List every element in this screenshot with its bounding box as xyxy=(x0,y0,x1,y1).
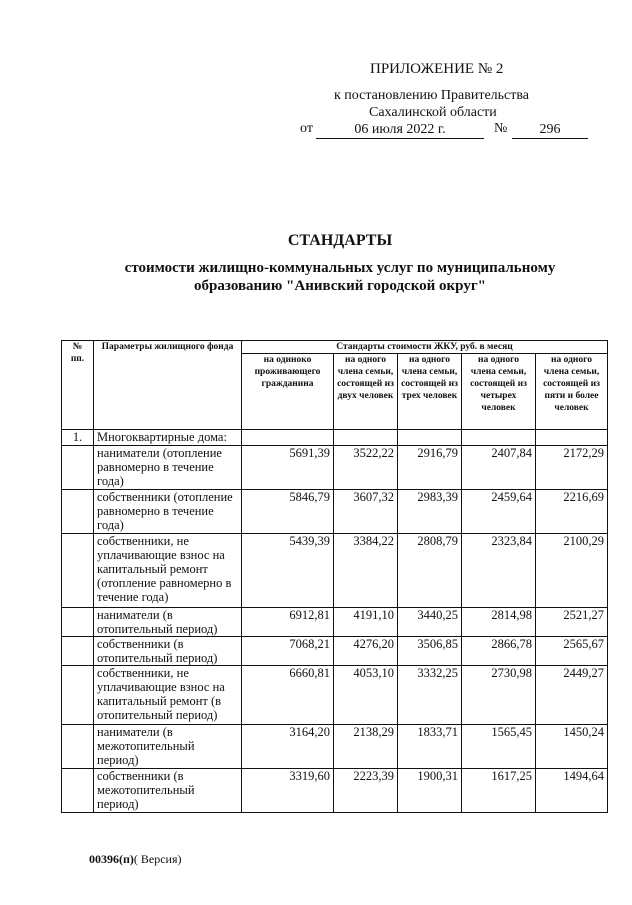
cell-value: 3522,22 xyxy=(334,446,398,490)
document-title: СТАНДАРТЫ xyxy=(287,232,393,249)
table-section-row xyxy=(62,430,608,446)
cell-value: 2323,84 xyxy=(462,534,536,608)
col-number-header: № пп. xyxy=(62,341,94,430)
subcol-header: на одиноко проживающего гражданина xyxy=(242,354,334,430)
cell-value: 2138,29 xyxy=(334,725,398,769)
table-row xyxy=(62,534,608,608)
decree-date-row xyxy=(300,121,600,141)
row-label: наниматели (отопление равномерно в течение года) xyxy=(94,446,242,490)
subcol-header: на одного члена семьи, состоящей из четырех человек xyxy=(462,354,536,430)
row-label: собственники (в отопительный период) xyxy=(94,637,242,666)
cell-value: 2730,98 xyxy=(462,666,536,725)
cell-value: 2100,29 xyxy=(536,534,608,608)
cell-value: 2223,39 xyxy=(334,769,398,813)
cell-value: 2407,84 xyxy=(462,446,536,490)
cell-value: 1617,25 xyxy=(462,769,536,813)
table-row xyxy=(62,446,608,490)
cell-value: 1450,24 xyxy=(536,725,608,769)
row-label: собственники (отопление равномерно в течение года) xyxy=(94,490,242,534)
appendix-title: ПРИЛОЖЕНИЕ № 2 xyxy=(370,61,504,77)
cell-value: 2916,79 xyxy=(398,446,462,490)
decree-reference-line1: к постановлению Правительства xyxy=(334,88,530,103)
cell-value: 1900,31 xyxy=(398,769,462,813)
cell-value: 1494,64 xyxy=(536,769,608,813)
cell-value: 2814,98 xyxy=(462,608,536,637)
document-subtitle: стоимости жилищно-коммунальных услуг по муниципальному образованию "Анивский городской округ" xyxy=(124,260,556,294)
cell-value: 5691,39 xyxy=(242,446,334,490)
document-header xyxy=(0,0,632,160)
cell-value: 3607,32 xyxy=(334,490,398,534)
decree-number: 296 xyxy=(512,121,588,139)
cell-value: 6912,81 xyxy=(242,608,334,637)
cell-value: 7068,21 xyxy=(242,637,334,666)
standards-table xyxy=(61,340,608,813)
table-row xyxy=(62,608,608,637)
cell-value: 2216,69 xyxy=(536,490,608,534)
cell-value: 3332,25 xyxy=(398,666,462,725)
cell-value: 5439,39 xyxy=(242,534,334,608)
document-version: ( Версия) xyxy=(133,852,182,866)
cell-value: 4191,10 xyxy=(334,608,398,637)
table-row xyxy=(62,769,608,813)
subcol-header: на одного члена семьи, состоящей из трех человек xyxy=(398,354,462,430)
row-label: собственники, не уплачивающие взнос на капитальный ремонт (отопление равномерно в течение года) xyxy=(94,534,242,608)
table-row xyxy=(62,725,608,769)
decree-reference-line2: Сахалинской области xyxy=(369,105,497,120)
row-label: собственники, не уплачивающие взнос на капитальный ремонт (в отопительный период) xyxy=(94,666,242,725)
group-header: Стандарты стоимости ЖКУ, руб. в месяц xyxy=(242,341,608,354)
cell-value: 4053,10 xyxy=(334,666,398,725)
decree-date: 06 июля 2022 г. xyxy=(316,121,484,139)
cell-value: 3506,85 xyxy=(398,637,462,666)
document-code: 00396(п) xyxy=(89,852,134,866)
subcol-header: на одного члена семьи, состоящей из двух человек xyxy=(334,354,398,430)
cell-value: 6660,81 xyxy=(242,666,334,725)
cell-value: 2521,27 xyxy=(536,608,608,637)
col-params-header: Параметры жилищного фонда xyxy=(94,341,242,430)
cell-value: 2459,64 xyxy=(462,490,536,534)
cell-value: 3440,25 xyxy=(398,608,462,637)
cell-value: 2983,39 xyxy=(398,490,462,534)
cell-value: 3319,60 xyxy=(242,769,334,813)
cell-value: 1565,45 xyxy=(462,725,536,769)
table-row xyxy=(62,666,608,725)
subcol-header: на одного члена семьи, состоящей из пяти и более человек xyxy=(536,354,608,430)
cell-value: 2449,27 xyxy=(536,666,608,725)
cell-value: 4276,20 xyxy=(334,637,398,666)
from-label: от xyxy=(300,121,313,136)
section-label: Многоквартирные дома: xyxy=(94,430,242,446)
row-label: наниматели (в межотопительный период) xyxy=(94,725,242,769)
table-row xyxy=(62,490,608,534)
table-row xyxy=(62,637,608,666)
cell-value: 3164,20 xyxy=(242,725,334,769)
cell-value: 3384,22 xyxy=(334,534,398,608)
cell-value: 2808,79 xyxy=(398,534,462,608)
cell-value: 5846,79 xyxy=(242,490,334,534)
row-label: собственники (в межотопительный период) xyxy=(94,769,242,813)
cell-value: 2172,29 xyxy=(536,446,608,490)
document-footer xyxy=(89,852,182,867)
number-label: № xyxy=(494,121,508,136)
row-label: наниматели (в отопительный период) xyxy=(94,608,242,637)
cell-value: 2565,67 xyxy=(536,637,608,666)
cell-value: 2866,78 xyxy=(462,637,536,666)
section-index: 1. xyxy=(62,430,94,446)
cell-value: 1833,71 xyxy=(398,725,462,769)
